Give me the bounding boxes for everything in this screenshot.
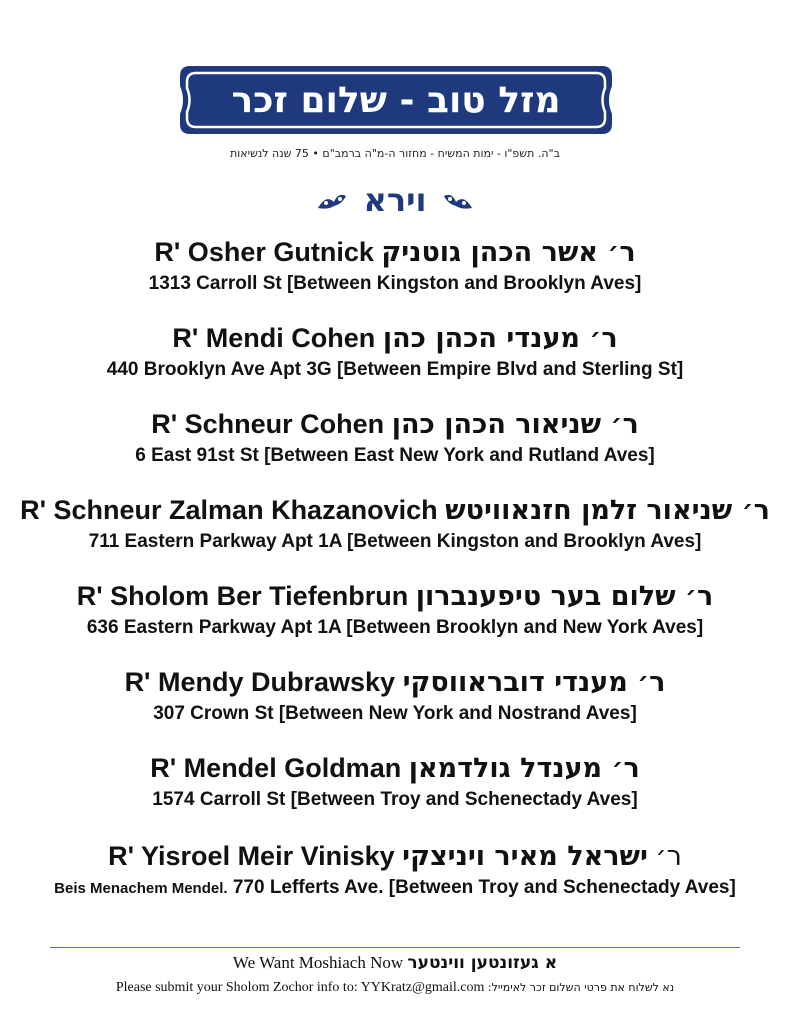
submit-instructions-hebrew: נא לשלוח את פרטי השלום זכר לאימייל: [487,981,675,994]
honoree-hebrew-name: ר׳ אשר הכהן גוטניק [381,237,636,268]
list-item [0,752,790,813]
floral-ornament-icon [440,188,474,212]
honoree-hebrew-name: ר׳ שניאור זלמן חזנאוויטש [445,495,770,526]
list-item [0,580,790,641]
honoree-name-line [0,494,790,527]
honoree-address-line [0,875,790,902]
honoree-hebrew-name: ר׳ שניאור הכהן כהן [391,409,639,440]
honoree-name: R' Yisroel Meir Vinisky [108,841,395,871]
honoree-hebrew-name: ישראל מאיר ויניצקי [402,841,648,872]
honoree-address: 1313 Carroll St [Between Kingston and Brooklyn Aves] [148,273,642,294]
honoree-name-line [0,236,790,269]
list-item [0,236,790,297]
parsha-heading [270,178,520,222]
honoree-name-line [0,752,790,785]
submit-instructions: Please submit your Sholom Zochor info to: YYKratz@gmail.com [115,980,485,995]
honoree-hebrew-name: ר׳ מענדי דובראווסקי [402,667,666,698]
honoree-address: 440 Brooklyn Ave Apt 3G [Between Empire Blvd and Sterling St] [106,359,684,380]
honoree-address: 6 East 91st St [Between East New York and Rutland Aves] [135,445,655,466]
honoree-hebrew-name: ר׳ מענדי הכהן כהן [382,323,618,354]
list-item [0,322,790,383]
honoree-name: R' Schneur Zalman Khazanovich [20,495,438,525]
footer-submit [0,980,790,996]
honoree-name-line [0,408,790,441]
title-banner [176,62,616,138]
honoree-address: 1574 Carroll St [Between Troy and Schenectady Aves] [152,789,638,810]
honoree-hebrew-title: ר׳ [655,841,682,872]
honoree-name: R' Mendy Dubrawsky [124,667,396,697]
honoree-name-line [0,322,790,355]
list-item [0,666,790,727]
banner-title: מזל טוב - שלום זכר [231,79,561,121]
slogan-hebrew: א געזונטען ווינטער [407,953,558,973]
honoree-name: R' Schneur Cohen [151,409,385,439]
floral-ornament-icon [316,188,350,212]
honoree-address: 636 Eastern Parkway Apt 1A [Between Brooklyn and New York Aves] [86,617,704,638]
venue-note: Beis Menachem Mendel. [54,880,228,897]
honoree-name-line [0,580,790,613]
honoree-hebrew-name: ר׳ מענדל גולדמאן [408,753,640,784]
honoree-name: R' Osher Gutnick [154,237,374,267]
list-item [0,408,790,469]
footer-slogan [0,953,790,973]
list-item [0,494,790,555]
date-line: ב"ה. תשפ"ו - ימות המשיח - מחזור ה-מ"ה ברמב"ם • 75 שנה לנשיאות [230,147,560,160]
parsha-name: וירא [363,181,427,219]
honoree-address: 770 Lefferts Ave. [Between Troy and Schenectady Aves] [232,877,736,898]
honoree-name: R' Sholom Ber Tiefenbrun [76,581,409,611]
honoree-name: R' Mendel Goldman [150,753,402,783]
honoree-address: 711 Eastern Parkway Apt 1A [Between Kingston and Brooklyn Aves] [88,531,702,552]
footer-divider [50,947,740,948]
honoree-hebrew-name: ר׳ שלום בער טיפענברון [415,581,714,612]
honoree-name: R' Mendi Cohen [172,323,376,353]
list-item [0,840,790,902]
honoree-address: 307 Crown St [Between New York and Nostrand Aves] [153,703,637,724]
slogan-english: We Want Moshiach Now [232,953,404,972]
honoree-name-line [0,840,790,873]
honoree-name-line [0,666,790,699]
